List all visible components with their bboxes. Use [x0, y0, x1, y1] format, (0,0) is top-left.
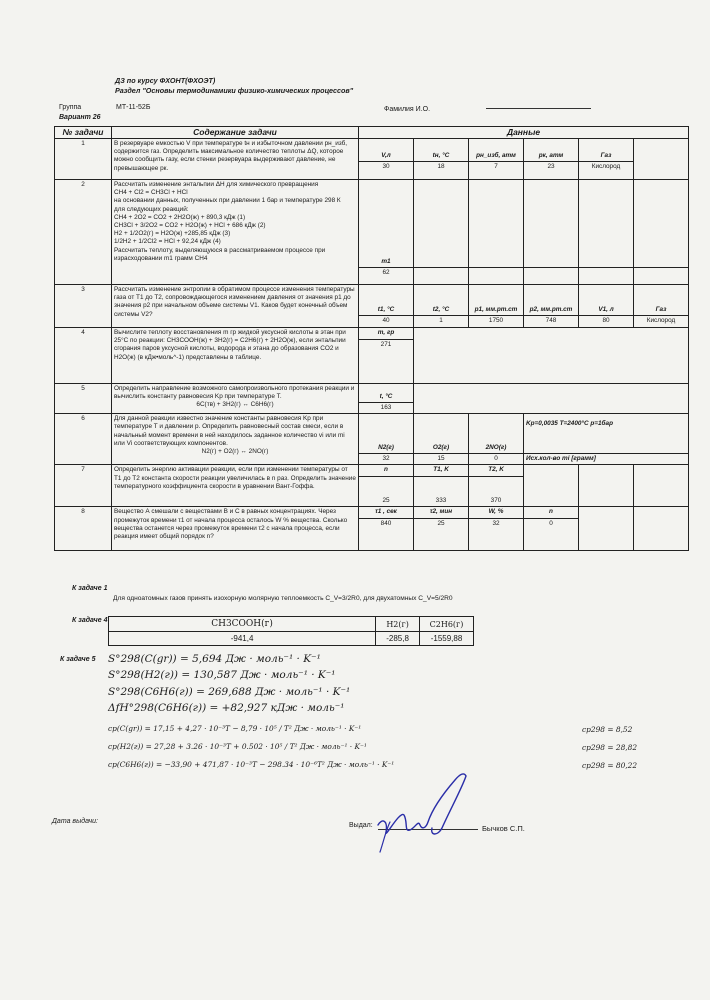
data-value: 1750 [469, 316, 524, 328]
task-text: Определить направление возможного самопроизвольного протекания реакции и вычислить константу равновесия Kp при температуре T. 6C(тв) + 3H2(г) ↔ C6H6(г) [112, 384, 359, 414]
task-number: 5 [55, 384, 112, 414]
cp298-c6h6: cp298 = 80,22 [582, 761, 638, 770]
combustion-value: -1559,88 [420, 632, 474, 646]
task-text: Для данной реакции известно значение константы равновесия Kp при температуре T и давлении p. Определить равновесный состав смеси, если в начальный момент времени в ней находилось заданное количество vi или mi или Vi соответствующих компонентов. N2(г) + O2(г) ↔ 2NO(г) [112, 414, 359, 465]
data-header: t, °C [359, 384, 414, 403]
data-value: Кислород [634, 316, 689, 328]
variant: Вариант 26 [59, 114, 101, 121]
table-row [55, 507, 689, 519]
data-header: t2, °C [414, 285, 469, 316]
table-row [55, 139, 689, 162]
data-header: p2, мм.рт.ст [524, 285, 579, 316]
combustion-header: CH3COOH(г) [109, 617, 376, 632]
task-number: 7 [55, 465, 112, 507]
data-header: n [359, 465, 414, 477]
data-value: 370 [469, 477, 524, 507]
combustion-header: C2H6(г) [420, 617, 474, 632]
data-value: 163 [359, 403, 414, 414]
issue-date-label: Дата выдачи: [52, 818, 98, 825]
note-task1-label: К задаче 1 [72, 585, 108, 592]
initial-amount-note: Исх.кол-во mi [грамм] [524, 454, 689, 465]
cp298-h2: cp298 = 28,82 [582, 743, 638, 752]
data-header: рн_изб, атм [469, 139, 524, 162]
data-header: Газ [579, 139, 634, 162]
table-row [55, 465, 689, 477]
task-number: 2 [55, 180, 112, 285]
name-line [486, 108, 591, 109]
data-value: 62 [359, 268, 414, 285]
signature-icon [370, 770, 480, 855]
cp-h2: cp(H2(г)) = 27,28 + 3.26 · 10⁻³T + 0.502 · 10⁵ / T² Дж · моль⁻¹ · K⁻¹ [108, 742, 367, 751]
course-title: ДЗ по курсу ФХОНТ(ФХОЭТ) [115, 76, 216, 85]
note-task5-label: К задаче 5 [60, 656, 96, 663]
task-text: Рассчитать изменение энтальпии ΔН для химического превращения CH4 + Cl2 = CH3Cl + HCl на основании данных, полученных при давлении 1 бар и температуре 298 К для следующих реакций: CH4 + 2O2 = CO2 + 2H2O(ж) + 890,3 кДж (1) CH3Cl + 3/2O2 = CO2 + H2O(ж) + HCl + 686 кДж (2) H2 + 1/2O2(г) = H2O(ж) +285,85 кДж (3) 1/2H2 + 1/2Cl2 = HCl + 92,24 кДж (4) Рассчитать теплоту, выделяющуюся в рассматриваемом процессе при израсходовании m1 грамм CH4 [112, 180, 359, 285]
table-row [55, 414, 689, 454]
data-value: 25 [359, 477, 414, 507]
data-header: tн, °C [414, 139, 469, 162]
group-label: Группа [59, 104, 82, 111]
cp298-c-gr: cp298 = 8,52 [582, 725, 633, 734]
data-value: 40 [359, 316, 414, 328]
data-header: Газ [634, 285, 689, 316]
data-header: t1, °C [359, 285, 414, 316]
data-header: T2, K [469, 465, 524, 477]
task-number: 8 [55, 507, 112, 551]
cp-c-gr: cp(C(gr)) = 17,15 + 4,27 · 10⁻³T − 8,79 · 10⁵ / T² Дж · моль⁻¹ · K⁻¹ [108, 724, 362, 733]
group-value: МТ-11-52Б [116, 104, 151, 111]
data-header: τ2, мин [414, 507, 469, 519]
equilibrium-params: Kp=0,0035 T=2400°C p=1бар [524, 414, 689, 454]
entropy-h2: S°298(H2(г)) = 130,587 Дж · моль⁻¹ · K⁻¹ [108, 669, 336, 681]
col-task-header: № задачи [55, 127, 112, 139]
data-header: m, гр [359, 328, 414, 340]
enthalpy-c6h6: ΔfH°298(C6H6(г)) = +82,927 кДж · моль⁻¹ [108, 702, 345, 714]
combustion-table [108, 616, 474, 646]
table-row [55, 180, 689, 268]
data-value: 748 [524, 316, 579, 328]
col-data-header: Данные [359, 127, 689, 139]
note-task4-label: К задаче 4 [72, 617, 108, 624]
data-header: рк, атм [524, 139, 579, 162]
data-header: N2(г) [359, 414, 414, 454]
data-value: 333 [414, 477, 469, 507]
cp-c6h6: cp(C6H6(г)) = −33,90 + 471,87 · 10⁻³T − 298.34 · 10⁻⁶T² Дж · моль⁻¹ · K⁻¹ [108, 760, 395, 769]
col-content-header: Содержание задачи [112, 127, 359, 139]
entropy-c6h6: S°298(C6H6(г)) = 269,688 Дж · моль⁻¹ · K⁻¹ [108, 686, 351, 698]
note-task1-text: Для одноатомных газов принять изохорную молярную теплоемкость C_V=3/2R0, для двухатомных C_V=5/2R0 [113, 595, 453, 602]
data-header: V,л [359, 139, 414, 162]
task-text: Определить энергию активации реакции, если при изменении температуры от T1 до T2 константа скорости реакции увеличилась в n раз. Определить значение температурного коэффициента скорости в уравнении Вант-Гоффа. [112, 465, 359, 507]
data-value: 0 [524, 519, 579, 551]
combustion-value: -941,4 [109, 632, 376, 646]
entropy-c-gr: S°298(C(gr)) = 5,694 Дж · моль⁻¹ · K⁻¹ [108, 653, 321, 665]
data-value: 840 [359, 519, 414, 551]
data-header: O2(г) [414, 414, 469, 454]
data-header: T1, K [414, 465, 469, 477]
data-value: 30 [359, 162, 414, 180]
data-value: 32 [359, 454, 414, 465]
data-value: 1 [414, 316, 469, 328]
data-header: τ1 , сек [359, 507, 414, 519]
data-value: 25 [414, 519, 469, 551]
data-value: 23 [524, 162, 579, 180]
task-table [54, 126, 689, 551]
task-text: Вещество А смешали с веществами В и С в равных концентрациях. Через промежуток времени τ1 от начала процесса осталось W % вещества. Сколько вещества останется через промежуток времени τ2 с начала процесса, если реакция имеет общий порядок n? [112, 507, 359, 551]
task-text: Вычислите теплоту восстановления m гр жидкой уксусной кислоты в этан при 25°С по реакции: CH3COOH(ж) + 3H2(г) = C2H6(г) + 2H2O(ж), если энтальпии сгорания паров уксусной кислоты, водорода и этана до образования CO2 и H2O(ж) (в кДж•моль^-1) представлены в таблице. [112, 328, 359, 384]
task-number: 4 [55, 328, 112, 384]
combustion-value: -285,8 [376, 632, 420, 646]
data-value: 0 [469, 454, 524, 465]
data-header: 2NO(г) [469, 414, 524, 454]
task-number: 6 [55, 414, 112, 465]
issuer-name: Бычков С.П. [482, 824, 525, 833]
data-value: 15 [414, 454, 469, 465]
data-header: p1, мм.рт.ст [469, 285, 524, 316]
issued-by-label: Выдал: [349, 822, 373, 829]
table-row [55, 285, 689, 316]
task-text: Рассчитать изменение энтропии в обратимом процессе изменения температуры газа от T1 до T2, сопровождающегося изменением давления от значения p1 до значения p2 при начальном объеме системы V1. Каков будет конечный объем системы V2? [112, 285, 359, 328]
combustion-header: H2(г) [376, 617, 420, 632]
data-value: 18 [414, 162, 469, 180]
table-row [55, 384, 689, 403]
data-value: 32 [469, 519, 524, 551]
data-header: W, % [469, 507, 524, 519]
table-row [55, 328, 689, 340]
data-value: 7 [469, 162, 524, 180]
task-text: В резервуаре емкостью V при температуре tн и избыточном давлении рн_изб, содержится газ. Определить максимальное количество теплоты ΔQ, которое можно сообщить газу, если стенки резервуара выдерживают давление, не превышающее рк. [112, 139, 359, 180]
task-number: 3 [55, 285, 112, 328]
section-title: Раздел "Основы термодинамики физико-химических процессов" [115, 86, 354, 95]
data-value: Кислород [579, 162, 634, 180]
data-header: m1 [359, 180, 414, 268]
name-label: Фамилия И.О. [384, 106, 431, 113]
data-value: 80 [579, 316, 634, 328]
data-header: n [524, 507, 579, 519]
task-number: 1 [55, 139, 112, 180]
data-value: 271 [359, 340, 414, 384]
data-header: V1, л [579, 285, 634, 316]
